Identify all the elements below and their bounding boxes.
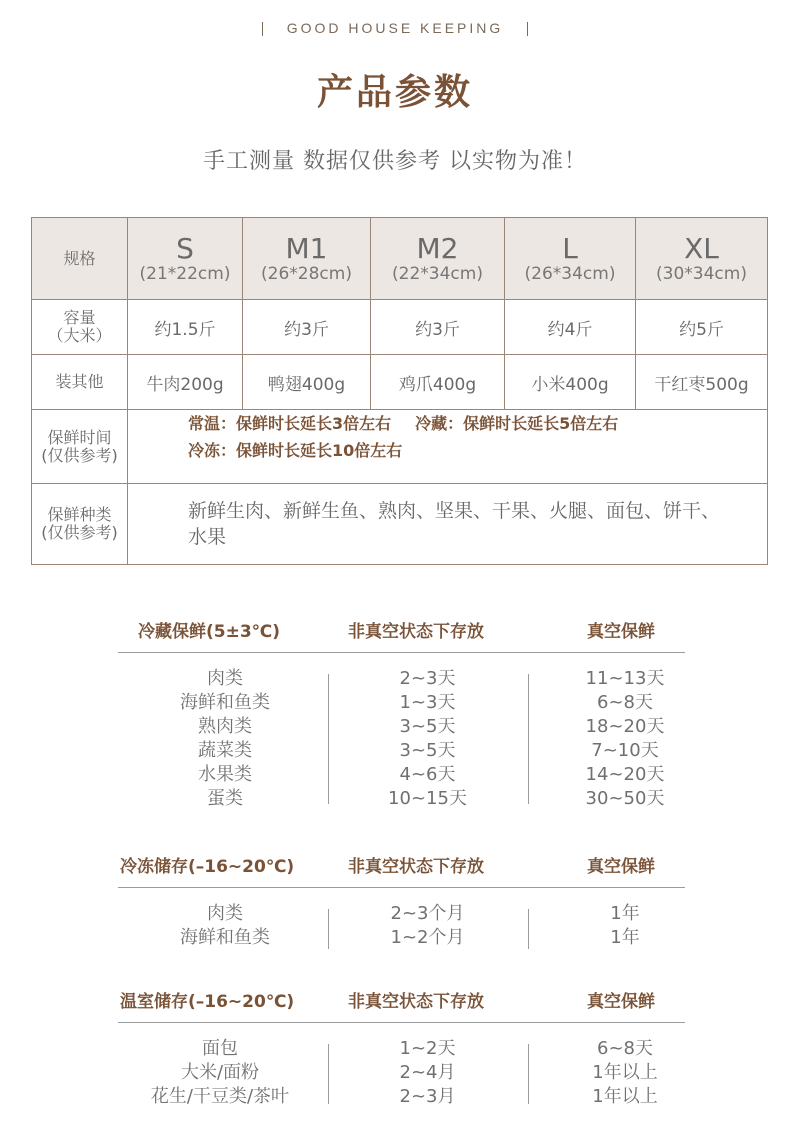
items-column: [125, 902, 325, 950]
fresh-types-label-line1: 保鲜种类: [47, 505, 112, 524]
capacity-value: 约5斤: [635, 300, 767, 354]
fresh-time-fridge: 冷藏：保鲜时长延长5倍左右: [415, 414, 619, 433]
size-dim: (22*34cm): [392, 263, 483, 284]
other-value: 牛肉200g: [127, 355, 242, 409]
size-dim: (30*34cm): [656, 263, 747, 284]
vacuum-value: 30~50天: [585, 788, 665, 809]
fresh-time-label-line2: (仅供参考): [41, 445, 118, 465]
item-name: 肉类: [207, 668, 243, 689]
page-subtitle: 手工测量 数据仅供参考 以实物为准！: [203, 149, 587, 174]
item-name: 水果类: [198, 764, 252, 785]
non-vacuum-value: 2~3天: [399, 668, 456, 689]
column-divider: [328, 1044, 329, 1104]
column-heading-non-vacuum: 非真空状态下存放: [348, 857, 484, 877]
item-name: 海鲜和鱼类: [180, 927, 270, 948]
column-heading-vacuum: 真空保鲜: [587, 857, 655, 877]
non-vacuum-value: 2~3月: [399, 1086, 456, 1107]
item-name: 蔬菜类: [198, 740, 252, 761]
item-name: 面包: [202, 1038, 238, 1059]
non-vacuum-value: 3~5天: [399, 716, 456, 737]
item-name: 大米/面粉: [180, 1062, 260, 1083]
column-divider: [328, 909, 329, 949]
other-value: 小米400g: [504, 355, 635, 409]
section-divider: [118, 1022, 685, 1023]
items-column: [115, 1037, 325, 1109]
vacuum-value: 1年以上: [592, 1062, 658, 1083]
column-heading-vacuum: 真空保鲜: [587, 992, 655, 1012]
non-vacuum-value: 4~6天: [399, 764, 456, 785]
other-label: 装其他: [55, 372, 104, 391]
column-heading-non-vacuum: 非真空状态下存放: [348, 992, 484, 1012]
size-m2: [370, 218, 504, 299]
non-vacuum-value: 1~2天: [399, 1038, 456, 1059]
fresh-time-frozen: 冷冻：保鲜时长延长10倍左右: [188, 441, 403, 460]
non-vacuum-value: 2~4月: [399, 1062, 456, 1083]
section-divider: [118, 887, 685, 888]
size-xl: [635, 218, 767, 299]
size-l: [504, 218, 635, 299]
spec-label: 规格: [63, 248, 96, 268]
capacity-value: 约3斤: [242, 300, 370, 354]
fresh-time-label-line1: 保鲜时间: [47, 427, 112, 447]
size-dim: (26*34cm): [524, 263, 616, 284]
capacity-value: 约3斤: [370, 300, 504, 354]
vacuum-value: 6~8天: [597, 692, 653, 713]
item-name: 海鲜和鱼类: [180, 692, 270, 713]
vacuum-column: [530, 902, 720, 950]
other-value: 鸡爪400g: [370, 355, 504, 409]
size-name: M1: [285, 231, 328, 265]
vacuum-value: 18~20天: [585, 716, 665, 737]
size-name: S: [176, 231, 194, 265]
fresh-types-row: [32, 483, 767, 564]
divider: [262, 22, 263, 36]
capacity-label-line2: （大米）: [47, 326, 112, 345]
vacuum-column: [530, 1037, 720, 1109]
capacity-value: 约1.5斤: [127, 300, 242, 354]
size-dim: (21*22cm): [139, 263, 231, 284]
non-vacuum-value: 1~3天: [399, 692, 456, 713]
vacuum-value: 7~10天: [591, 740, 659, 761]
column-divider: [528, 674, 529, 804]
fresh-types-text: 新鲜生肉、新鲜生鱼、熟肉、坚果、干果、火腿、面包、饼干、水果: [127, 484, 767, 564]
vacuum-value: 1年以上: [592, 1086, 658, 1107]
non-vacuum-value: 1~2个月: [390, 927, 465, 948]
column-divider: [528, 1044, 529, 1104]
items-column: [125, 667, 325, 811]
item-name: 花生/干豆类/茶叶: [150, 1086, 290, 1107]
divider: [527, 22, 528, 36]
non-vacuum-value: 2~3个月: [390, 903, 465, 924]
spec-header-row: [32, 218, 767, 299]
fresh-time-label: [32, 410, 127, 483]
fresh-time-normal: 常温：保鲜时长延长3倍左右: [188, 414, 392, 433]
vacuum-value: 1年: [610, 927, 640, 948]
fresh-time-content: [127, 410, 767, 483]
size-name: L: [562, 231, 578, 265]
capacity-label-line1: 容量: [63, 308, 96, 327]
size-s: [127, 218, 242, 299]
other-value: 干红枣500g: [635, 355, 767, 409]
page-title: 产品参数: [316, 72, 473, 113]
vacuum-value: 14~20天: [585, 764, 665, 785]
item-name: 熟肉类: [198, 716, 252, 737]
size-name: XL: [684, 231, 719, 265]
non-vacuum-value: 10~15天: [388, 788, 467, 809]
non-vacuum-column: [330, 1037, 525, 1109]
section-heading: 冷藏保鲜(5±3℃): [138, 622, 281, 642]
vacuum-value: 1年: [610, 903, 640, 924]
size-name: M2: [416, 231, 459, 265]
size-m1: [242, 218, 370, 299]
non-vacuum-column: [330, 902, 525, 950]
item-name: 蛋类: [207, 788, 243, 809]
column-divider: [528, 909, 529, 949]
non-vacuum-column: [330, 667, 525, 811]
capacity-label: [32, 300, 127, 354]
column-heading-vacuum: 真空保鲜: [587, 622, 655, 642]
section-heading: 冷冻储存(–16~20℃): [120, 857, 295, 877]
item-name: 肉类: [207, 903, 243, 924]
vacuum-column: [530, 667, 720, 811]
column-heading-non-vacuum: 非真空状态下存放: [348, 622, 484, 642]
other-value: 鸭翅400g: [242, 355, 370, 409]
fresh-types-label-line2: (仅供参考): [41, 523, 118, 542]
brand-text: GOOD HOUSE KEEPING: [286, 20, 504, 36]
capacity-value: 约4斤: [504, 300, 635, 354]
spec-table: [31, 217, 768, 565]
column-divider: [328, 674, 329, 804]
vacuum-value: 11~13天: [585, 668, 665, 689]
non-vacuum-value: 3~5天: [399, 740, 456, 761]
fresh-types-label: [32, 484, 127, 564]
section-divider: [118, 652, 685, 653]
other-row: [32, 354, 767, 409]
size-dim: (26*28cm): [261, 263, 352, 284]
fresh-time-row: [32, 409, 767, 483]
capacity-row: [32, 299, 767, 354]
section-heading: 温室储存(–16~20℃): [120, 992, 295, 1012]
brand-header: [0, 20, 790, 36]
vacuum-value: 6~8天: [597, 1038, 653, 1059]
